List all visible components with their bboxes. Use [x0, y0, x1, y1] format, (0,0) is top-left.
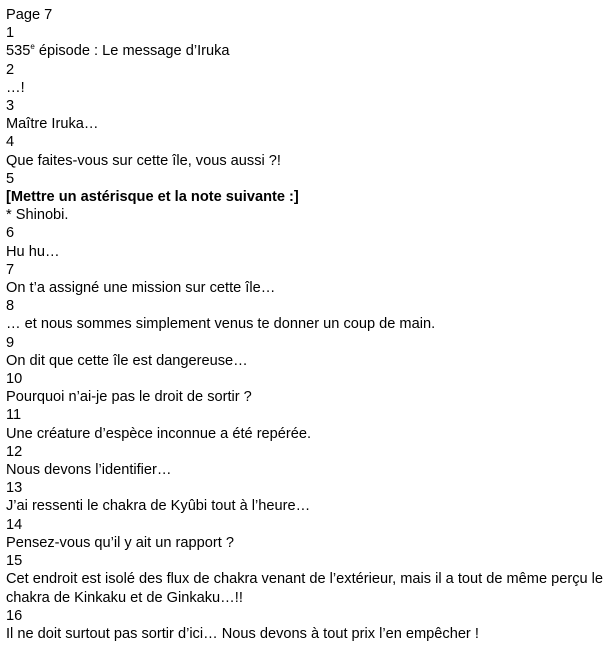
- panel-text-3: Maître Iruka…: [6, 116, 99, 133]
- panel-number-2: 2: [6, 61, 15, 78]
- panel-number-14: 14: [6, 516, 23, 533]
- panel-text-16: Il ne doit surtout pas sortir d’ici… Nous devons à tout prix l’en empêcher !: [6, 625, 479, 642]
- episode-number: 535: [6, 43, 31, 60]
- page-label: Page 7: [6, 7, 53, 23]
- panel-text-6: Hu hu…: [6, 243, 60, 260]
- panel-text-8: … et nous sommes simplement venus te donner un coup de main.: [6, 316, 436, 333]
- panel-number-8: 8: [6, 298, 15, 315]
- panel-text-2: …!: [6, 79, 25, 96]
- panel-text-10: Pourquoi n’ai-je pas le droit de sortir ?: [6, 389, 252, 406]
- panel-text-12: Nous devons l’identifier…: [6, 462, 172, 479]
- panel-text-11: Une créature d’espèce inconnue a été repérée.: [6, 425, 312, 442]
- panel-number-5: 5: [6, 170, 15, 187]
- panel-text-9: On dit que cette île est dangereuse…: [6, 352, 248, 369]
- panel-number-13: 13: [6, 480, 23, 497]
- panel-number-3: 3: [6, 98, 15, 115]
- panel-number-7: 7: [6, 261, 15, 278]
- document-page: [6, 6, 604, 643]
- panel-number-11: 11: [6, 407, 22, 424]
- panel-text-7: On t’a assigné une mission sur cette île…: [6, 280, 276, 297]
- panel-number-4: 4: [6, 134, 15, 151]
- panel-text-13: J’ai ressenti le chakra de Kyûbi tout à l’heure…: [6, 498, 311, 515]
- panel-number-6: 6: [6, 225, 15, 242]
- episode-title: [6, 42, 604, 60]
- panel-number-12: 12: [6, 443, 23, 460]
- episode-ordinal-suffix: e: [30, 41, 35, 51]
- panel-number-1: 1: [6, 25, 15, 42]
- footnote-text: * Shinobi.: [6, 207, 69, 224]
- episode-title-text: épisode : Le message d’Iruka: [34, 43, 230, 60]
- panel-text-4: Que faites-vous sur cette île, vous aussi ?!: [6, 152, 281, 169]
- panel-number-15: 15: [6, 553, 23, 570]
- editor-instruction: [Mettre un astérisque et la note suivante :]: [6, 189, 299, 206]
- panel-text-15: Cet endroit est isolé des flux de chakra venant de l’extérieur, mais il a tout de même perçu le chakra de Kinkaku et de Ginkaku…!!: [6, 571, 604, 606]
- panel-number-9: 9: [6, 334, 15, 351]
- panel-number-10: 10: [6, 371, 23, 388]
- panel-text-14: Pensez-vous qu’il y ait un rapport ?: [6, 534, 234, 551]
- panel-number-16: 16: [6, 607, 23, 624]
